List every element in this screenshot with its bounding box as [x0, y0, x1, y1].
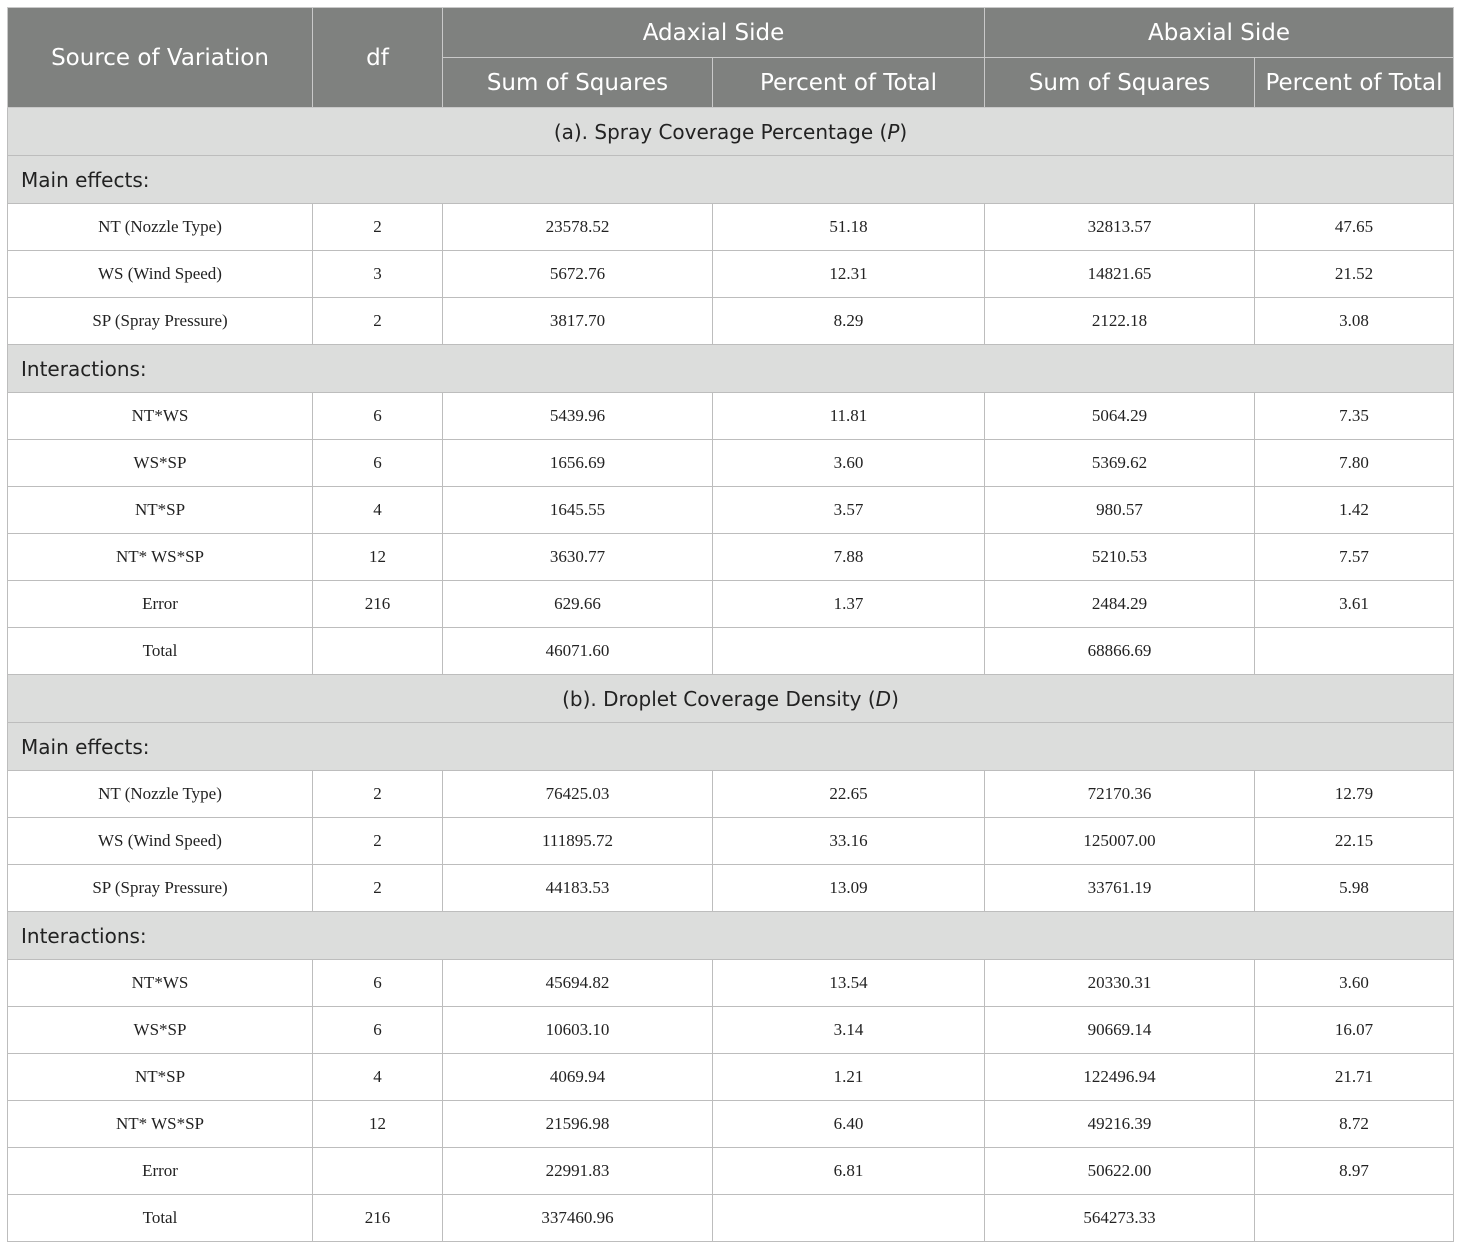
cell-abaxial-pct: 8.72: [1255, 1101, 1454, 1148]
cell-df: 2: [313, 865, 443, 912]
cell-adaxial-ss: 1656.69: [443, 440, 713, 487]
cell-abaxial-ss: 125007.00: [985, 818, 1255, 865]
cell-df: 4: [313, 1054, 443, 1101]
section-b-interactions-label: Interactions:: [8, 912, 1454, 960]
section-a-main-effects-label: Main effects:: [8, 156, 1454, 204]
cell-adaxial-pct: 6.40: [713, 1101, 985, 1148]
cell-abaxial-pct: 22.15: [1255, 818, 1454, 865]
cell-df: 6: [313, 440, 443, 487]
cell-source: SP (Spray Pressure): [8, 865, 313, 912]
section-b-main-effects-label: Main effects:: [8, 723, 1454, 771]
table-row: [8, 581, 1454, 628]
cell-abaxial-pct: [1255, 628, 1454, 675]
section-b-symbol: D: [875, 686, 892, 711]
cell-abaxial-pct: 16.07: [1255, 1007, 1454, 1054]
cell-adaxial-ss: 111895.72: [443, 818, 713, 865]
table-row: [8, 865, 1454, 912]
table-row: [8, 393, 1454, 440]
cell-adaxial-pct: [713, 628, 985, 675]
cell-adaxial-pct: 1.37: [713, 581, 985, 628]
cell-df: 2: [313, 204, 443, 251]
section-b-title-row: [8, 675, 1454, 723]
cell-source: Error: [8, 581, 313, 628]
cell-adaxial-ss: 44183.53: [443, 865, 713, 912]
cell-df: 2: [313, 771, 443, 818]
table-row: [8, 204, 1454, 251]
cell-df: 216: [313, 1195, 443, 1242]
cell-abaxial-ss: 5064.29: [985, 393, 1255, 440]
cell-df: 6: [313, 1007, 443, 1054]
cell-adaxial-ss: 23578.52: [443, 204, 713, 251]
cell-adaxial-ss: 21596.98: [443, 1101, 713, 1148]
cell-adaxial-pct: 3.57: [713, 487, 985, 534]
cell-source: Error: [8, 1148, 313, 1195]
cell-abaxial-ss: 50622.00: [985, 1148, 1255, 1195]
cell-abaxial-pct: 21.71: [1255, 1054, 1454, 1101]
cell-abaxial-ss: 2484.29: [985, 581, 1255, 628]
table-body: [8, 108, 1454, 1242]
cell-adaxial-ss: 629.66: [443, 581, 713, 628]
cell-adaxial-ss: 5672.76: [443, 251, 713, 298]
cell-adaxial-pct: [713, 1195, 985, 1242]
section-a-interactions-row: [8, 345, 1454, 393]
section-a-title-row: [8, 108, 1454, 156]
cell-df: 6: [313, 393, 443, 440]
cell-adaxial-ss: 46071.60: [443, 628, 713, 675]
cell-abaxial-ss: 5210.53: [985, 534, 1255, 581]
cell-source: NT (Nozzle Type): [8, 204, 313, 251]
cell-adaxial-ss: 45694.82: [443, 960, 713, 1007]
cell-abaxial-pct: 1.42: [1255, 487, 1454, 534]
cell-abaxial-pct: [1255, 1195, 1454, 1242]
header-abaxial-sum-squares: Sum of Squares: [985, 58, 1255, 108]
cell-adaxial-pct: 33.16: [713, 818, 985, 865]
cell-df: 216: [313, 581, 443, 628]
table-row: [8, 487, 1454, 534]
section-b-title: (b). Droplet Coverage Density (D): [8, 675, 1454, 723]
cell-adaxial-pct: 6.81: [713, 1148, 985, 1195]
cell-abaxial-pct: 7.35: [1255, 393, 1454, 440]
cell-df: [313, 628, 443, 675]
table-row: [8, 1007, 1454, 1054]
table-row: [8, 960, 1454, 1007]
table-row: [8, 771, 1454, 818]
cell-abaxial-pct: 3.08: [1255, 298, 1454, 345]
cell-abaxial-pct: 12.79: [1255, 771, 1454, 818]
cell-adaxial-pct: 51.18: [713, 204, 985, 251]
cell-source: NT (Nozzle Type): [8, 771, 313, 818]
section-a-title: (a). Spray Coverage Percentage (P): [8, 108, 1454, 156]
cell-df: 12: [313, 534, 443, 581]
cell-abaxial-ss: 72170.36: [985, 771, 1255, 818]
cell-abaxial-ss: 33761.19: [985, 865, 1255, 912]
cell-adaxial-pct: 13.09: [713, 865, 985, 912]
section-a-interactions-label: Interactions:: [8, 345, 1454, 393]
cell-adaxial-pct: 22.65: [713, 771, 985, 818]
cell-df: 2: [313, 298, 443, 345]
cell-adaxial-ss: 3630.77: [443, 534, 713, 581]
cell-abaxial-ss: 5369.62: [985, 440, 1255, 487]
cell-adaxial-ss: 76425.03: [443, 771, 713, 818]
cell-abaxial-pct: 3.60: [1255, 960, 1454, 1007]
cell-abaxial-ss: 980.57: [985, 487, 1255, 534]
cell-df: 4: [313, 487, 443, 534]
cell-source: NT*WS: [8, 960, 313, 1007]
anova-table-container: [7, 7, 1453, 1242]
cell-abaxial-ss: 14821.65: [985, 251, 1255, 298]
cell-source: NT*WS: [8, 393, 313, 440]
table-row: [8, 251, 1454, 298]
cell-adaxial-ss: 337460.96: [443, 1195, 713, 1242]
table-row: [8, 1148, 1454, 1195]
cell-source: Total: [8, 1195, 313, 1242]
cell-abaxial-pct: 7.80: [1255, 440, 1454, 487]
table-row: [8, 298, 1454, 345]
section-b-main-effects-row: [8, 723, 1454, 771]
table-row: [8, 534, 1454, 581]
cell-source: WS (Wind Speed): [8, 251, 313, 298]
cell-df: 3: [313, 251, 443, 298]
header-df: df: [313, 8, 443, 108]
cell-adaxial-pct: 8.29: [713, 298, 985, 345]
cell-adaxial-pct: 11.81: [713, 393, 985, 440]
section-b-interactions-row: [8, 912, 1454, 960]
header-adaxial-sum-squares: Sum of Squares: [443, 58, 713, 108]
cell-adaxial-ss: 3817.70: [443, 298, 713, 345]
cell-abaxial-ss: 49216.39: [985, 1101, 1255, 1148]
cell-abaxial-pct: 8.97: [1255, 1148, 1454, 1195]
cell-abaxial-ss: 90669.14: [985, 1007, 1255, 1054]
cell-adaxial-pct: 3.60: [713, 440, 985, 487]
cell-abaxial-ss: 20330.31: [985, 960, 1255, 1007]
cell-abaxial-ss: 2122.18: [985, 298, 1255, 345]
cell-abaxial-pct: 47.65: [1255, 204, 1454, 251]
cell-abaxial-ss: 68866.69: [985, 628, 1255, 675]
cell-adaxial-ss: 4069.94: [443, 1054, 713, 1101]
cell-df: 2: [313, 818, 443, 865]
cell-abaxial-ss: 122496.94: [985, 1054, 1255, 1101]
table-row: [8, 1195, 1454, 1242]
cell-abaxial-pct: 21.52: [1255, 251, 1454, 298]
table-row: [8, 1054, 1454, 1101]
section-a-symbol: P: [887, 119, 900, 144]
cell-abaxial-ss: 564273.33: [985, 1195, 1255, 1242]
anova-table: [7, 7, 1454, 1242]
cell-abaxial-pct: 3.61: [1255, 581, 1454, 628]
table-row: [8, 628, 1454, 675]
cell-abaxial-pct: 5.98: [1255, 865, 1454, 912]
cell-source: WS*SP: [8, 440, 313, 487]
cell-abaxial-ss: 32813.57: [985, 204, 1255, 251]
cell-source: NT*SP: [8, 487, 313, 534]
header-adaxial: Adaxial Side: [443, 8, 985, 58]
cell-source: WS*SP: [8, 1007, 313, 1054]
header-source: Source of Variation: [8, 8, 313, 108]
header-adaxial-percent: Percent of Total: [713, 58, 985, 108]
header-abaxial-percent: Percent of Total: [1255, 58, 1454, 108]
cell-adaxial-pct: 3.14: [713, 1007, 985, 1054]
cell-source: NT*SP: [8, 1054, 313, 1101]
cell-source: Total: [8, 628, 313, 675]
cell-source: NT* WS*SP: [8, 1101, 313, 1148]
header-abaxial: Abaxial Side: [985, 8, 1454, 58]
cell-source: WS (Wind Speed): [8, 818, 313, 865]
cell-adaxial-ss: 5439.96: [443, 393, 713, 440]
table-row: [8, 440, 1454, 487]
cell-adaxial-pct: 13.54: [713, 960, 985, 1007]
cell-df: 12: [313, 1101, 443, 1148]
table-header: [8, 8, 1454, 108]
cell-adaxial-pct: 1.21: [713, 1054, 985, 1101]
cell-df: 6: [313, 960, 443, 1007]
table-row: [8, 1101, 1454, 1148]
cell-adaxial-ss: 10603.10: [443, 1007, 713, 1054]
cell-adaxial-pct: 7.88: [713, 534, 985, 581]
table-row: [8, 818, 1454, 865]
cell-source: SP (Spray Pressure): [8, 298, 313, 345]
cell-source: NT* WS*SP: [8, 534, 313, 581]
section-a-main-effects-row: [8, 156, 1454, 204]
cell-df: [313, 1148, 443, 1195]
cell-adaxial-ss: 22991.83: [443, 1148, 713, 1195]
cell-adaxial-pct: 12.31: [713, 251, 985, 298]
cell-abaxial-pct: 7.57: [1255, 534, 1454, 581]
cell-adaxial-ss: 1645.55: [443, 487, 713, 534]
